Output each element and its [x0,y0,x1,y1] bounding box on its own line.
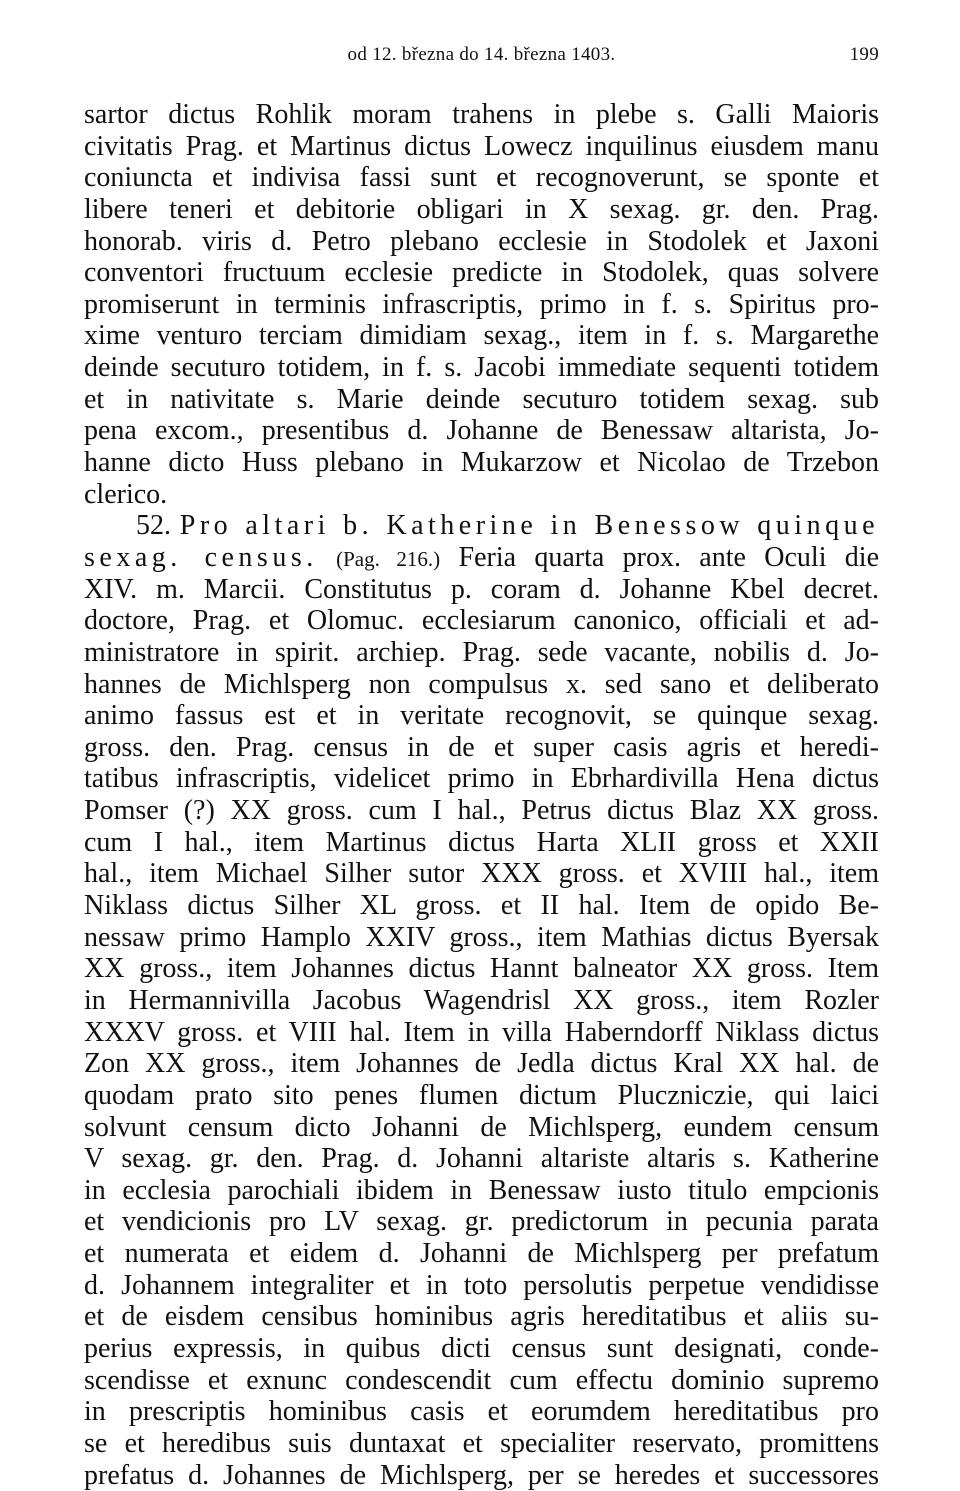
text-line: nessaw primo Hamplo XXIV gross., item Mathias dictus Byersak [84,921,879,953]
text-line: hanne dicto Huss plebano in Mukarzow et Nicolao de Trzebon [84,447,879,479]
text-line: sartor dictus Rohlik moram trahens in plebe s. Galli Maioris [84,99,879,130]
text-line: et vendicionis pro LV sexag. gr. predictorum in pecunia parata [84,1206,879,1238]
text-line: hannes de Michlsperg non compulsus x. sed sano et deliberato [84,668,879,700]
text-line: honorab. viris d. Petro plebano ecclesie in Stodolek et Jaxoni [84,225,879,257]
text-line: se et heredibus suis duntaxat et specialiter reservato, promittens [84,1427,879,1459]
text-line: pena excom., presentibus d. Johanne de Benessaw altarista, Jo- [84,415,879,447]
text-line: libere teneri et debitorie obligari in X sexag. gr. den. Prag. [84,193,879,225]
text-line: tatibus infrascriptis, videlicet primo in Ebrhardivilla Hena dictus [84,763,879,795]
text-line: XXXV gross. et VIII hal. Item in villa Haberndorff Niklass dictus [84,1016,879,1048]
text-line: promiserunt in terminis infrascriptis, primo in f. s. Spiritus pro- [84,288,879,320]
text-line: V sexag. gr. den. Prag. d. Johanni altariste altaris s. Katherine [84,1143,879,1175]
text-line: doctore, Prag. et Olomuc. ecclesiarum canonico, officiali et ad- [84,605,879,637]
text-line: Niklass dictus Silher XL gross. et II hal. Item de opido Be- [84,890,879,922]
running-title: od 12. března do 14. března 1403. [347,44,616,65]
text-line: xime venturo terciam dimidiam sexag., item in f. s. Margarethe [84,320,879,352]
text-line: d. Johannem integraliter et in toto persolutis perpetue vendidisse [84,1269,879,1301]
text-line: civitatis Prag. et Martinus dictus Lowecz inquilinus eiusdem manu [84,130,879,162]
text-line: Zon XX gross., item Johannes de Jedla dictus Kral XX hal. de [84,1048,879,1080]
text-line: Pomser (?) XX gross. cum I hal., Petrus dictus Blaz XX gross. [84,795,879,827]
text-line: conventori fructuum ecclesie predicte in Stodolek, quas solvere [84,257,879,289]
entry-heading-continued [84,542,879,574]
text-line: solvunt censum dicto Johanni de Michlsperg, eundem censum [84,1111,879,1143]
running-header [84,44,879,74]
text-line: XIV. m. Marcii. Constitutus p. coram d. Johanne Kbel decret. [84,573,879,605]
text-line: gross. den. Prag. census in de et super casis agris et heredi- [84,731,879,763]
text-line: Feria quarta prox. ante Oculi die [458,541,880,573]
text-line: ministratore in spirit. archiep. Prag. sede vacante, nobilis d. Jo- [84,636,879,668]
text-line: deinde secuturo totidem, in f. s. Jacobi immediate sequenti totidem [84,352,879,384]
text-line: scendisse et exnunc condescendit cum effectu dominio supremo [84,1364,879,1396]
entry-title-continued: sexag. census. [84,541,318,573]
text-line: et numerata et eidem d. Johanni de Michlsperg per prefatum [84,1238,879,1270]
body-text [84,99,879,1491]
text-line: in prescriptis hominibus casis et eorumdem hereditatibus pro [84,1396,879,1428]
text-line: in Hermannivilla Jacobus Wagendrisl XX gross., item Rozler [84,984,879,1016]
entry-heading [84,510,879,542]
text-line: clerico. [84,478,168,510]
entry-title: Pro altari b. Katherine in Benessow quinque [179,510,880,542]
text-line: quodam prato sito penes flumen dictum Pluczniczie, qui laici [84,1079,879,1111]
text-line: XX gross., item Johannes dictus Hannt balneator XX gross. Item [84,953,879,985]
text-line: coniuncta et indivisa fassi sunt et recognoverunt, se sponte et [84,162,879,194]
entry-number: 52. [136,510,171,542]
text-line: cum I hal., item Martinus dictus Harta XLII gross et XXII [84,826,879,858]
text-line: prefatus d. Johannes de Michlsperg, per se heredes et successores [84,1459,879,1491]
text-line: et in nativitate s. Marie deinde secuturo totidem sexag. sub [84,383,879,415]
page-reference: (Pag. 216.) [336,546,441,571]
text-line: et de eisdem censibus hominibus agris hereditatibus et aliis su- [84,1301,879,1333]
text-line: perius expressis, in quibus dicti census sunt designati, conde- [84,1332,879,1364]
text-line: in ecclesia parochiali ibidem in Benessaw iusto titulo empcionis [84,1174,879,1206]
page-number: 199 [849,44,879,65]
text-line: hal., item Michael Silher sutor XXX gross. et XVIII hal., item [84,858,879,890]
text-line: animo fassus est et in veritate recognovit, se quinque sexag. [84,700,879,732]
